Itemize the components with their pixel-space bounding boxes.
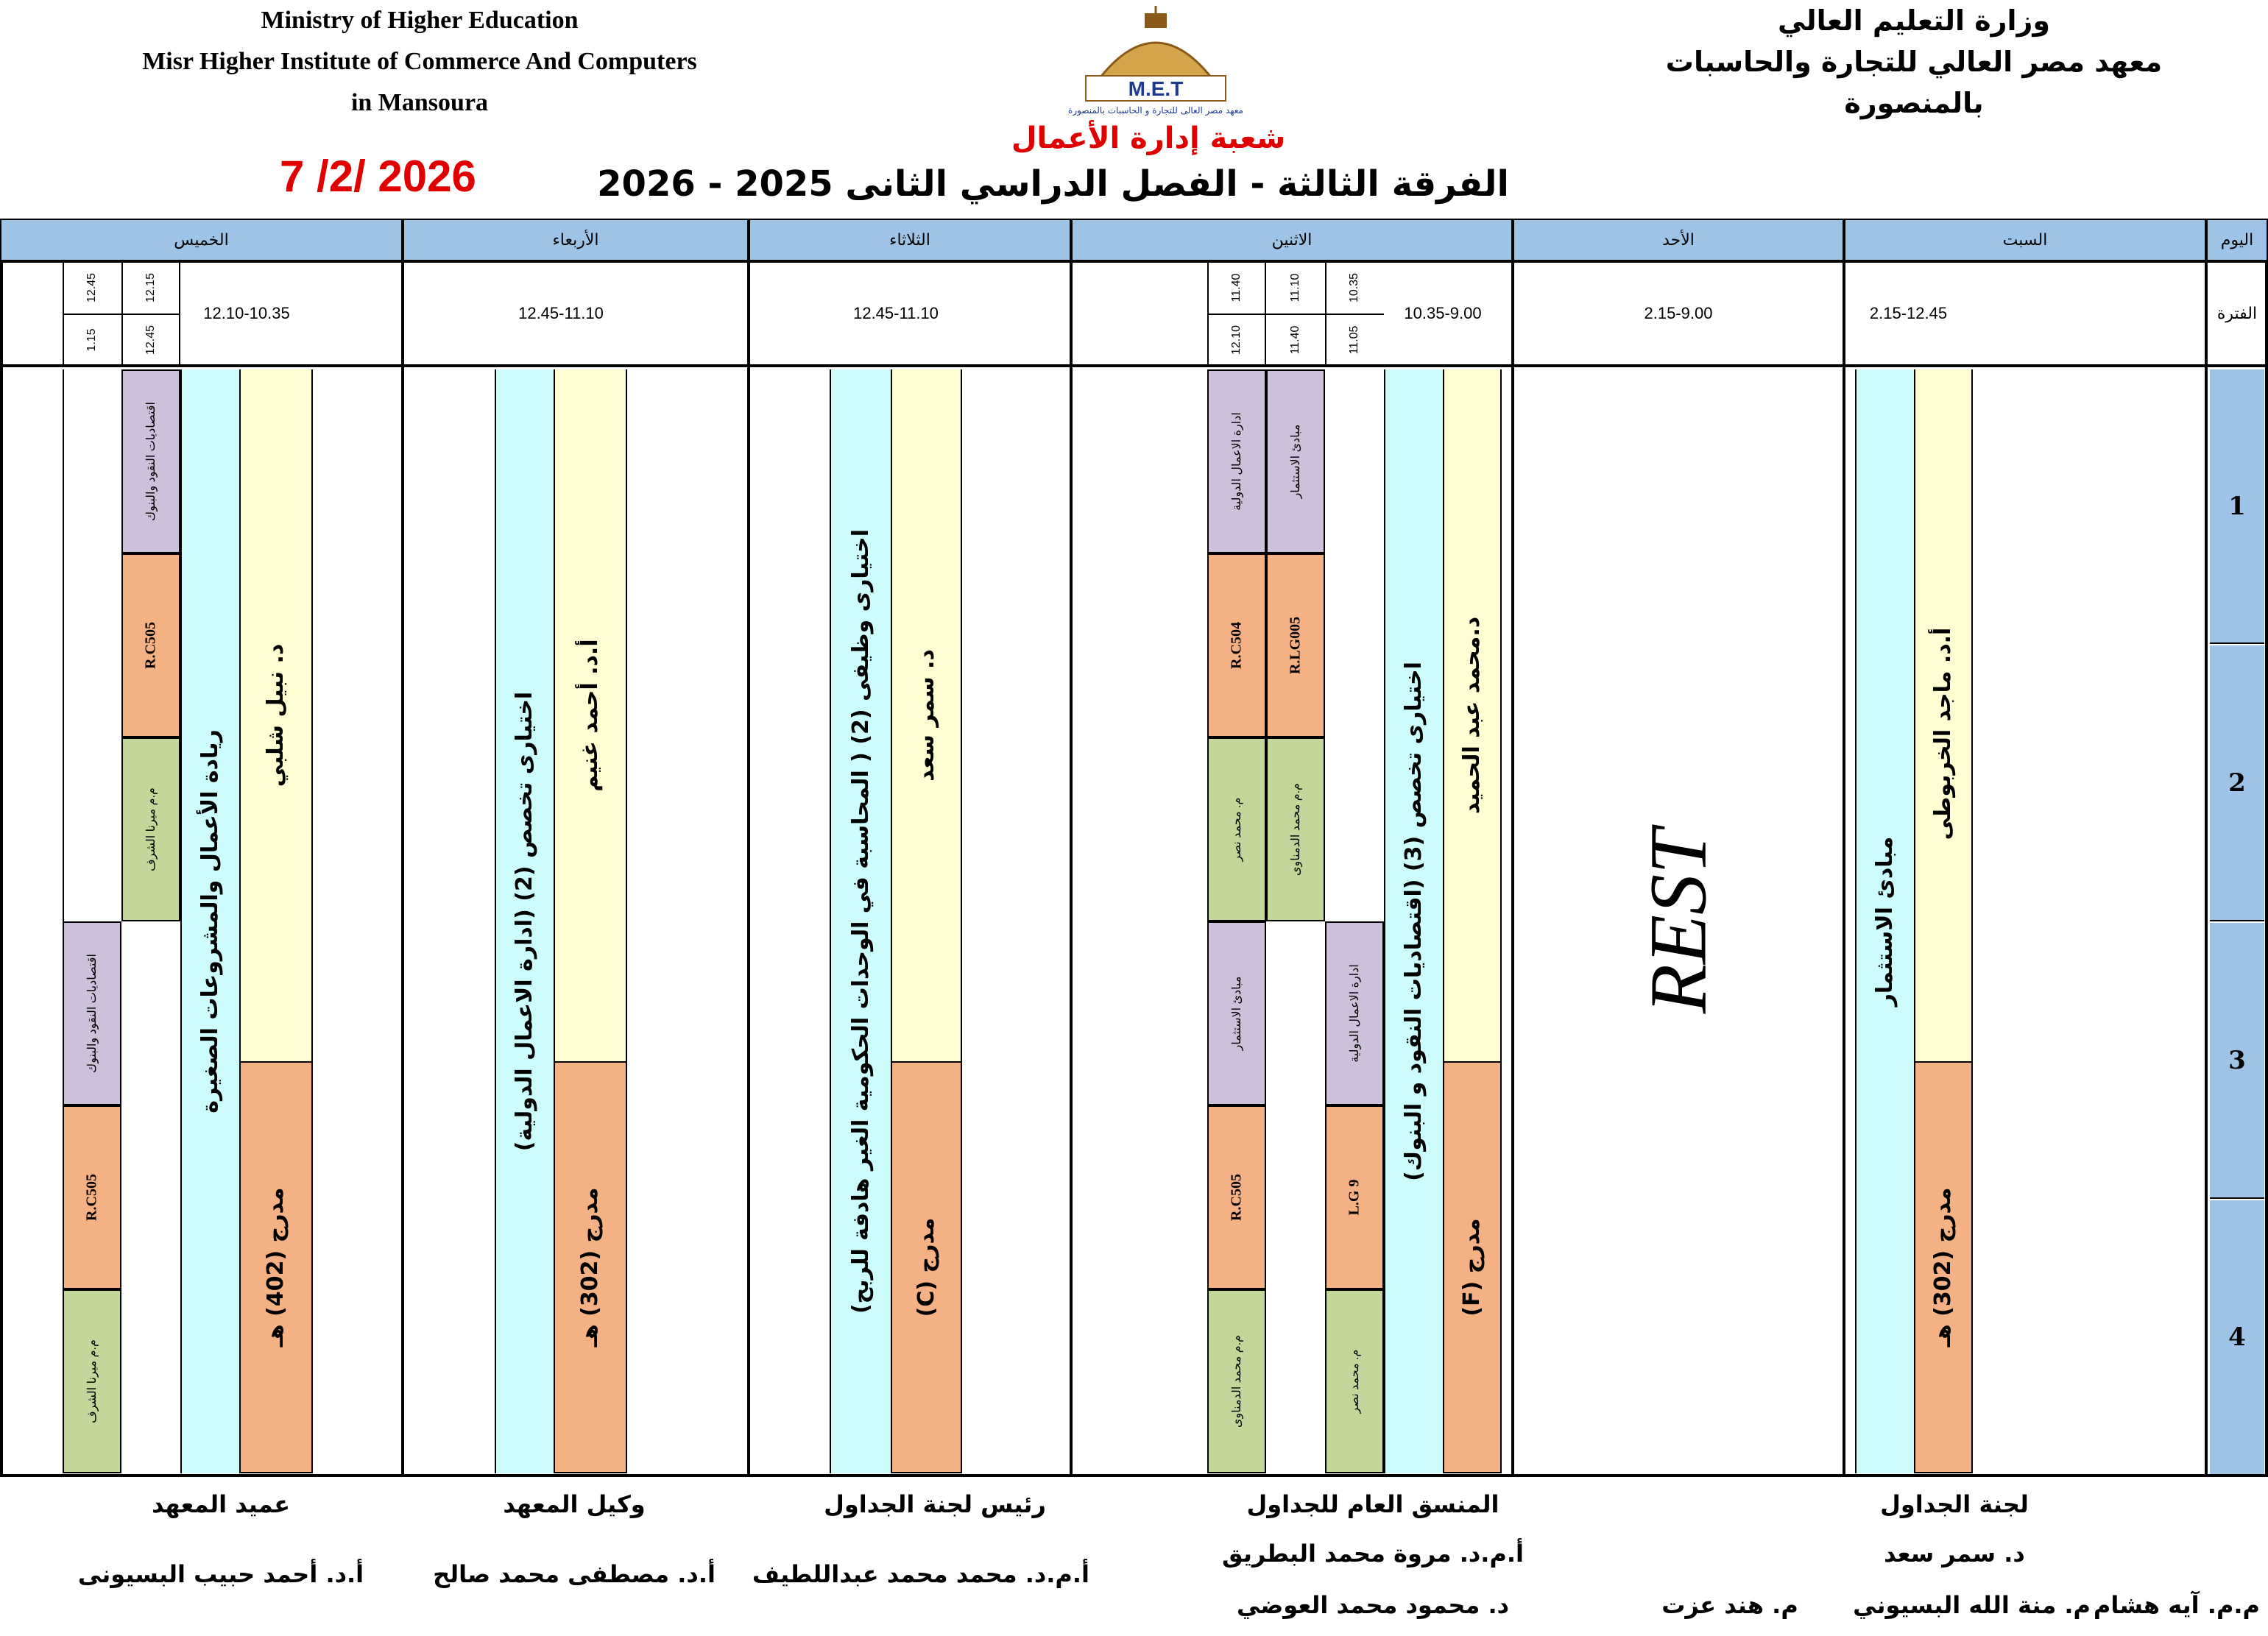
coordinator-title: المنسق العام للجداول [1246,1490,1499,1518]
mon-sec-a-course: مبادئ الاستثمار [1290,424,1302,499]
dean-name: أ.د. أحمد حبيب البسيونى [77,1560,364,1588]
thu-sec-b-course: اقتصاديات النقود والبنوك [86,954,99,1073]
time-wed: 12.45-11.10 [518,304,604,322]
mon-sec-c-course: ادارة الاعمال الدولية [1349,964,1361,1063]
mon-course: اختيارى تخصص (3) (اقتصاديات النقود و البنوك) [1401,662,1427,1181]
mon-sec-c-room: L.G 9 [1346,1179,1363,1216]
thu-sec-a-room: R.C505 [142,622,159,669]
thu-sec-b-ta: م.م ميرنا الشرف [86,1339,99,1423]
institute-ar: معهد مصر العالي للتجارة والحاسبات [1665,46,2163,78]
time-thu-s1-a: 12.15 [144,272,157,302]
day-header-tue: الثلاثاء [749,219,1071,261]
time-thu-s2-b: 1.15 [85,327,98,352]
tue-lecturer: د. سمر سعد [913,649,939,782]
tue-course: اختيارى وظيفى (2) ( المحاسبة في الوحدات الحكومية الغير هادفة للربح) [847,528,874,1314]
mon-sec-a-ta: م.م محمد الدمناوى [1290,783,1302,876]
time-thu-s2-a: 12.45 [85,272,98,302]
mon-sec-d-course: مبادئ الاستثمار [1231,976,1243,1051]
mon-sec-c-ta: م. محمد نصر [1349,1349,1361,1414]
time-mon-s1-b: 11.05 [1348,325,1360,354]
schedule-date: 7 /2/ 2026 [280,152,476,201]
mon-sec-b-course: ادارة الاعمال الدولية [1231,412,1243,511]
ministry-en: Ministry of Higher Education [261,7,579,34]
mon-sec-d-room: R.C505 [1228,1174,1245,1221]
day-header-sat: السبت [1844,219,2206,261]
sat-course: مبادئ الاستثمار [1872,836,1898,1007]
time-tue: 12.45-11.10 [853,304,939,322]
thu-lecturer: د. نبيل شلبي [263,643,289,787]
time-thu-s1-b: 12.45 [144,325,157,355]
committee-title: لجنة الجداول [1880,1490,2029,1518]
mon-sec-b-ta: م. محمد نصر [1231,797,1243,862]
mon-sec-a-room: R.LG005 [1287,616,1304,675]
sat-lecturer: أ.د. ماجد الخربوطى [1930,627,1956,840]
time-mon-s3-b: 12.10 [1230,325,1243,355]
logo-text: M.E.T [1128,77,1184,100]
row-number-3: 3 [2210,923,2264,1199]
time-mon-s2-a: 11.10 [1289,273,1301,302]
committee-name: د. سمر سعد [1884,1540,2025,1568]
time-mon-s1-a: 10.35 [1348,272,1360,302]
day-header-wed: الأربعاء [403,219,749,261]
institute-logo [1012,6,1299,116]
time-sat: 2.15-12.45 [1869,304,1948,322]
semester-title: الفرقة الثالثة - الفصل الدراسي الثانى 2025 - 2026 [597,163,1509,205]
mon-sec-d-ta: م.م محمد الدمناوى [1231,1335,1243,1428]
staff-name-1: م.م. آيه هشام [2093,1591,2260,1619]
tue-hall: مدرج (C) [913,1217,939,1317]
wed-lecturer: أ.د. أحمد غنيم [577,639,603,792]
thu-sec-b-room: R.C505 [83,1174,100,1221]
time-thu: 12.10-10.35 [203,304,290,322]
staff-name-2: م. منة الله البسيوني [1853,1591,2091,1619]
city-ar: بالمنصورة [1844,87,1984,119]
thu-course: ريادة الأعمال والمشروعات الصغيرة [197,729,223,1113]
row-number-4: 4 [2210,1200,2264,1474]
wed-course: اختيارى تخصص (2) (ادارة الاعمال الدولية) [512,691,537,1152]
sun-rest: REST [1633,829,1723,1014]
dean-title: عميد المعهد [151,1490,291,1518]
mon-lecturer: د.محمد عبد الحميد [1459,616,1485,815]
mon-sec-b-room: R.C504 [1228,622,1245,669]
coordinator-name-1: أ.م.د. مروة محمد البطريق [1221,1540,1525,1568]
day-header-sun: الأحد [1513,219,1844,261]
logo-caption: معهد مصر العالى للتجارة و الحاسبات بالمنصورة [1068,105,1243,116]
time-mon-s3-a: 11.40 [1230,273,1243,302]
timetable [0,219,2268,1477]
coordinator-name-2: د. محمود محمد العوضي [1236,1591,1510,1619]
day-label: اليوم [2206,219,2268,261]
head-name: أ.م.د. محمد محمد عبداللطيف [752,1560,1089,1588]
time-mon: 10.35-9.00 [1404,304,1482,322]
vice-name: أ.د. مصطفى محمد صالح [433,1560,716,1588]
thu-hall: مدرج (402) هـ [263,1187,289,1348]
row-number-1: 1 [2210,369,2264,644]
time-sun: 2.15-9.00 [1644,304,1713,322]
thu-sec-a-course: اقتصاديات النقود والبنوك [145,402,158,521]
institute-en: Misr Higher Institute of Commerce And Computers [142,48,697,75]
department-title: شعبة إدارة الأعمال [1011,121,1286,155]
day-header-thu: الخميس [0,219,403,261]
thu-sec-a-ta: م.م ميرنا الشرف [145,787,158,871]
time-mon-s2-b: 11.40 [1289,325,1301,354]
period-label: الفترة [2206,261,2268,366]
staff-name-3: م. هند عزت [1661,1591,1798,1619]
sat-hall: مدرج (302) هـ [1930,1187,1956,1348]
day-header-mon: الاثنين [1071,219,1513,261]
row-number-2: 2 [2210,645,2264,921]
mon-hall: مدرج (F) [1459,1218,1485,1317]
head-title: رئيس لجنة الجداول [824,1490,1046,1518]
city-en: in Mansoura [350,89,489,116]
wed-hall: مدرج (302) هـ [577,1187,603,1348]
ministry-ar: وزارة التعليم العالي [1777,4,2051,37]
vice-title: وكيل المعهد [503,1490,646,1518]
